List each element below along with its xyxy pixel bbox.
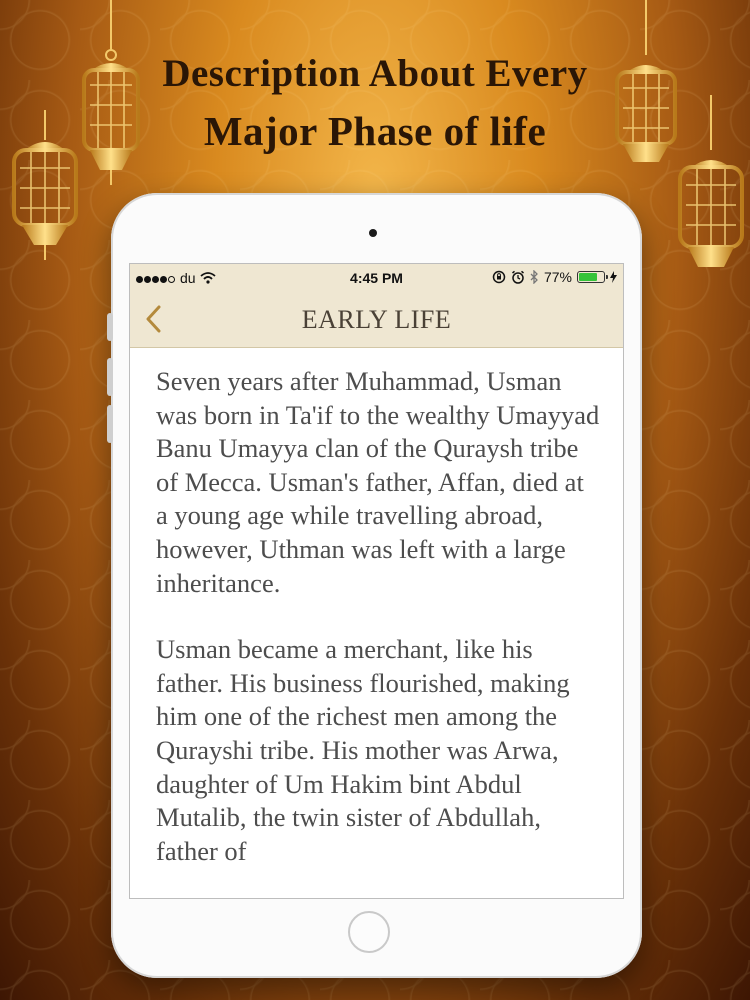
tablet-side-button-3 (107, 405, 113, 443)
battery-percent: 77% (543, 269, 572, 285)
article-body[interactable] (156, 365, 601, 895)
front-camera (369, 229, 377, 237)
app-screen (129, 263, 624, 899)
article-paragraph: Seven years after Muhammad, Usman was born in Ta'if to the wealthy Umayyad Banu Umayya clan of the Quraysh tribe of Mecca. Usman's father, Affan, died at a young age while travelling abroad, however, Uthman was left with a large inheritance. (156, 366, 600, 598)
carrier-label: du (180, 270, 196, 286)
promo-headline (0, 50, 750, 158)
page-title: EARLY LIFE (301, 305, 452, 334)
status-right (492, 269, 617, 285)
tablet-side-button-1 (107, 313, 113, 341)
status-time: 4:45 PM (350, 270, 403, 286)
article-paragraph: Usman became a merchant, like his father. His business flourished, making him one of the richest men among the Qurayshi tribe. His mother was Arwa, daughter of Um Hakim bint Abdul Mutalib, the twin sister of Abdullah, father of (156, 634, 570, 866)
alarm-icon (511, 270, 525, 284)
battery-icon (577, 271, 605, 283)
charging-bolt-icon (610, 271, 617, 283)
nav-bar (130, 292, 623, 348)
battery-fill (579, 273, 597, 281)
headline-line-2: Major Phase of life (203, 108, 547, 154)
home-button[interactable] (348, 911, 390, 953)
headline-line-1: Description About Every (162, 52, 588, 95)
bluetooth-icon (530, 270, 539, 284)
tablet-side-button-2 (107, 358, 113, 396)
tablet-device-frame (111, 193, 642, 978)
rotation-lock-icon (492, 270, 506, 284)
status-bar (130, 264, 623, 292)
